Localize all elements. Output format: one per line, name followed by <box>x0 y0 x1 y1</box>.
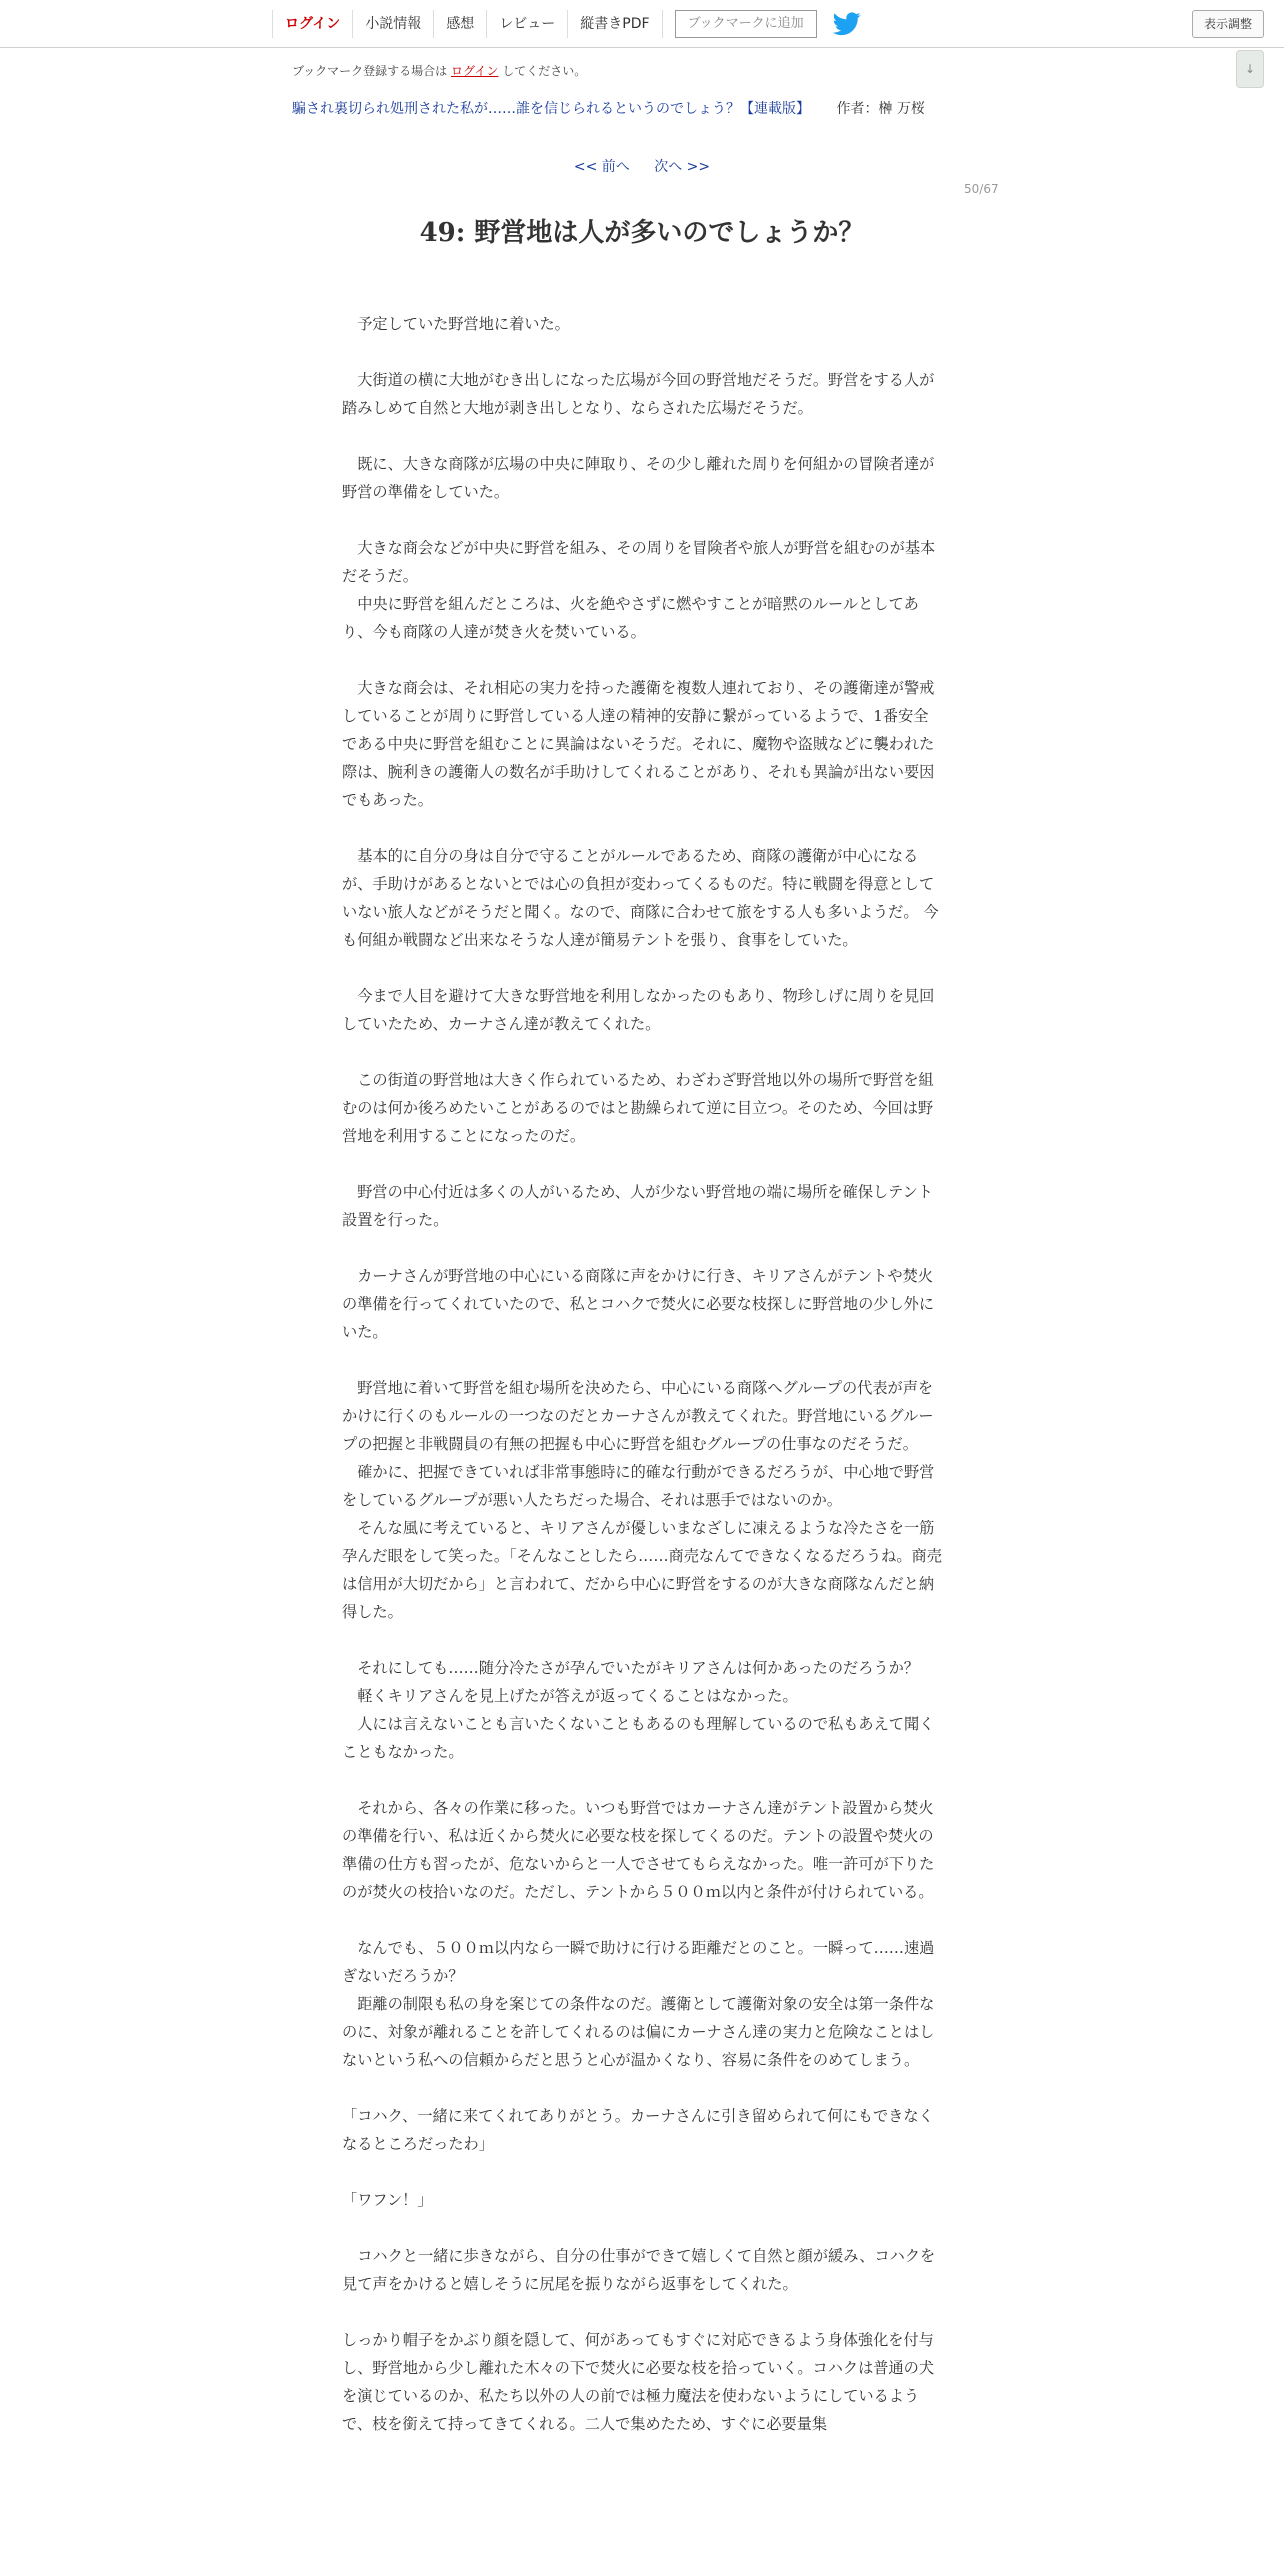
body-paragraph <box>342 1906 942 1934</box>
chapter-title: 49: 野営地は人が多いのでしょうか？ <box>419 218 865 248</box>
notice-prefix: ブックマーク登録する場合は <box>292 64 448 78</box>
body-paragraph <box>342 646 942 674</box>
body-paragraph: 基本的に自分の身は自分で守ることがルールであるため、商隊の護衛が中心になるが、手助けがあるとないとでは心の負担が変わってくるものだ。特に戦闘を得意としていない旅人などがそうだと聞く。なので、商隊に合わせて旅をする人も多いようだ。 今も何組か戦闘など出来なそうな人達が簡易テントを張り、食事をしていた。 <box>342 847 939 949</box>
body-paragraph <box>342 506 942 534</box>
body-paragraph: 人には言えないことも言いたくないこともあるのも理解しているので私もあえて聞くこともなかった。 <box>342 1715 935 1761</box>
impressions-link[interactable]: 感想 <box>433 10 486 38</box>
body-paragraph: 大きな商会は、それ相応の実力を持った護衛を複数人連れており、その護衛達が警戒していることが周りに野営している人達の精神的安静に繋がっているようで、1番安全である中央に野営を組むことに異論はないそうだ。それに、魔物や盗賊などに襲われた際は、腕利きの護衛人の数名が手助けしてくれることがあり、それも異論が出ない要因でもあった。 <box>342 679 935 809</box>
body-paragraph: 大きな商会などが中央に野営を組み、その周りを冒険者や旅人が野営を組むのが基本だそうだ。 <box>342 539 936 585</box>
body-paragraph: 距離の制限も私の身を案じての条件なのだ。護衛として護衛対象の安全は第一条件なのに、対象が離れることを許してくれるのは偏にカーナさん達の実力と危険なことはしないという私への信頼からだと思うと心が温かくなり、容易に条件をのめてしまう。 <box>342 1995 935 2069</box>
notice-suffix: してください。 <box>502 64 587 78</box>
body-paragraph <box>342 338 942 366</box>
body-paragraph: カーナさんが野営地の中心にいる商隊に声をかけに行き、キリアさんがテントや焚火の準備を行ってくれていたので、私とコハクで焚火に必要な枝探しに野営地の少し外にいた。 <box>342 1267 935 1341</box>
body-paragraph: 軽くキリアさんを見上げたが答えが返ってくることはなかった。 <box>357 1687 798 1705</box>
series-title-link[interactable]: 騙され裏切られ処刑された私が……誰を信じられるというのでしょう？【連載版】 <box>292 101 810 117</box>
vertical-pdf-link[interactable]: 縦書きPDF <box>567 10 662 38</box>
main-nav <box>272 0 861 47</box>
body-paragraph <box>342 2074 942 2102</box>
body-paragraph: しっかり帽子をかぶり顔を隠して、何があってもすぐに対応できるよう身体強化を付与し、野営地から少し離れた木々の下で焚火に必要な枝を拾っていく。コハクは普通の犬を演じているのか、私たち以外の人の前では極力魔法を使わないようにしているようで、枝を銜えて持ってきてくれる。二人で集めたため、すぐに必要量集 <box>342 2331 935 2433</box>
body-paragraph <box>342 422 942 450</box>
chapter-pager <box>0 156 1284 176</box>
top-nav-bar <box>0 0 1284 48</box>
twitter-icon[interactable] <box>833 12 861 36</box>
prev-chapter-link[interactable]: << 前へ <box>573 159 630 175</box>
body-paragraph: 「ワフン！」 <box>342 2191 433 2209</box>
body-paragraph: 大街道の横に大地がむき出しになった広場が今回の野営地だそうだ。野営をする人が踏みしめて自然と大地が剥き出しとなり、ならされた広場だそうだ。 <box>342 371 935 417</box>
bookmark-notice <box>292 62 586 79</box>
body-paragraph <box>342 1038 942 1066</box>
body-paragraph <box>342 2214 942 2242</box>
body-paragraph: それから、各々の作業に移った。いつも野営ではカーナさん達がテント設置から焚火の準備を行い、私は近くから焚火に必要な枝を探してくるのだ。テントの設置や焚火の準備の仕方も習ったが、危ないからと一人でさせてもらえなかった。唯一許可が下りたのが焚火の枝拾いなのだ。ただし、テントから５００ｍ以内と条件が付けられている。 <box>342 1799 935 1901</box>
body-paragraph: 野営地に着いて野営を組む場所を決めたら、中心にいる商隊へグループの代表が声をかけに行くのもルールの一つなのだとカーナさんが教えてくれた。野営地にいるグループの把握と非戦闘員の有無の把握も中心に野営を組むグループの仕事なのだそうだ。 <box>342 1379 934 1453</box>
body-paragraph <box>342 1234 942 1262</box>
body-paragraph <box>342 2158 942 2186</box>
add-bookmark-button[interactable]: ブックマークに追加 <box>675 10 817 38</box>
body-paragraph <box>342 814 942 842</box>
body-paragraph <box>342 1150 942 1178</box>
body-paragraph: 確かに、把握できていれば非常事態時に的確な行動ができるだろうが、中心地で野営をしているグループが悪い人たちだった場合、それは悪手ではないのか。 <box>342 1463 935 1509</box>
body-paragraph <box>342 954 942 982</box>
body-paragraph: 今まで人目を避けて大きな野営地を利用しなかったのもあり、物珍しげに周りを見回していたため、カーナさん達が教えてくれた。 <box>342 987 935 1033</box>
body-paragraph <box>342 1346 942 1374</box>
body-paragraph: コハクと一緒に歩きながら、自分の仕事ができて嬉しくて自然と顔が緩み、コハクを見て声をかけると嬉しそうに尻尾を振りながら返事をしてくれた。 <box>342 2247 936 2293</box>
review-link[interactable]: レビュー <box>486 10 567 38</box>
novel-body <box>342 310 942 2438</box>
novel-info-link[interactable]: 小説情報 <box>352 10 433 38</box>
author-name: 作者：榊 万桜 <box>836 101 925 117</box>
body-paragraph <box>342 1766 942 1794</box>
body-paragraph: そんな風に考えていると、キリアさんが優しいまなざしに凍えるような冷たさを一筋孕んだ眼をして笑った。「そんなことしたら……商売なんてできなくなるだろうね。商売は信用が大切だから」と言われて、だから中心に野営をするのが大きな商隊なんだと納得した。 <box>342 1519 942 1621</box>
body-paragraph: 野営の中心付近は多くの人がいるため、人が少ない野営地の端に場所を確保しテント設置を行った。 <box>342 1183 933 1229</box>
next-chapter-link[interactable]: 次へ >> <box>654 159 711 175</box>
login-link[interactable]: ログイン <box>272 10 352 38</box>
scroll-down-tab[interactable]: ↓ <box>1236 50 1264 88</box>
body-paragraph: なんでも、５００ｍ以内なら一瞬で助けに行ける距離だとのこと。一瞬って……速過ぎないだろうか？ <box>342 1939 935 1985</box>
body-paragraph: 予定していた野営地に着いた。 <box>357 315 570 333</box>
body-paragraph: 「コハク、一緒に来てくれてありがとう。カーナさんに引き留められて何にもできなくなるところだったわ」 <box>342 2107 934 2153</box>
notice-login-link[interactable]: ログイン <box>451 64 499 78</box>
body-paragraph: 既に、大きな商隊が広場の中央に陣取り、その少し離れた周りを何組かの冒険者達が野営の準備をしていた。 <box>342 455 935 501</box>
chapter-count: 50/67 <box>964 182 999 196</box>
body-paragraph <box>342 2298 942 2326</box>
body-paragraph <box>342 1626 942 1654</box>
display-settings-button[interactable]: 表示調整 <box>1192 10 1264 38</box>
series-info <box>292 98 925 118</box>
body-paragraph: それにしても……随分冷たさが孕んでいたがキリアさんは何かあったのだろうか？ <box>357 1659 919 1677</box>
body-paragraph: この街道の野営地は大きく作られているため、わざわざ野営地以外の場所で野営を組むのは何か後ろめたいことがあるのではと勘繰られて逆に目立つ。そのため、今回は野営地を利用することになったのだ。 <box>342 1071 934 1145</box>
body-paragraph: 中央に野営を組んだところは、火を絶やさずに燃やすことが暗黙のルールとしてあり、今も商隊の人達が焚き火を焚いている。 <box>342 595 919 641</box>
